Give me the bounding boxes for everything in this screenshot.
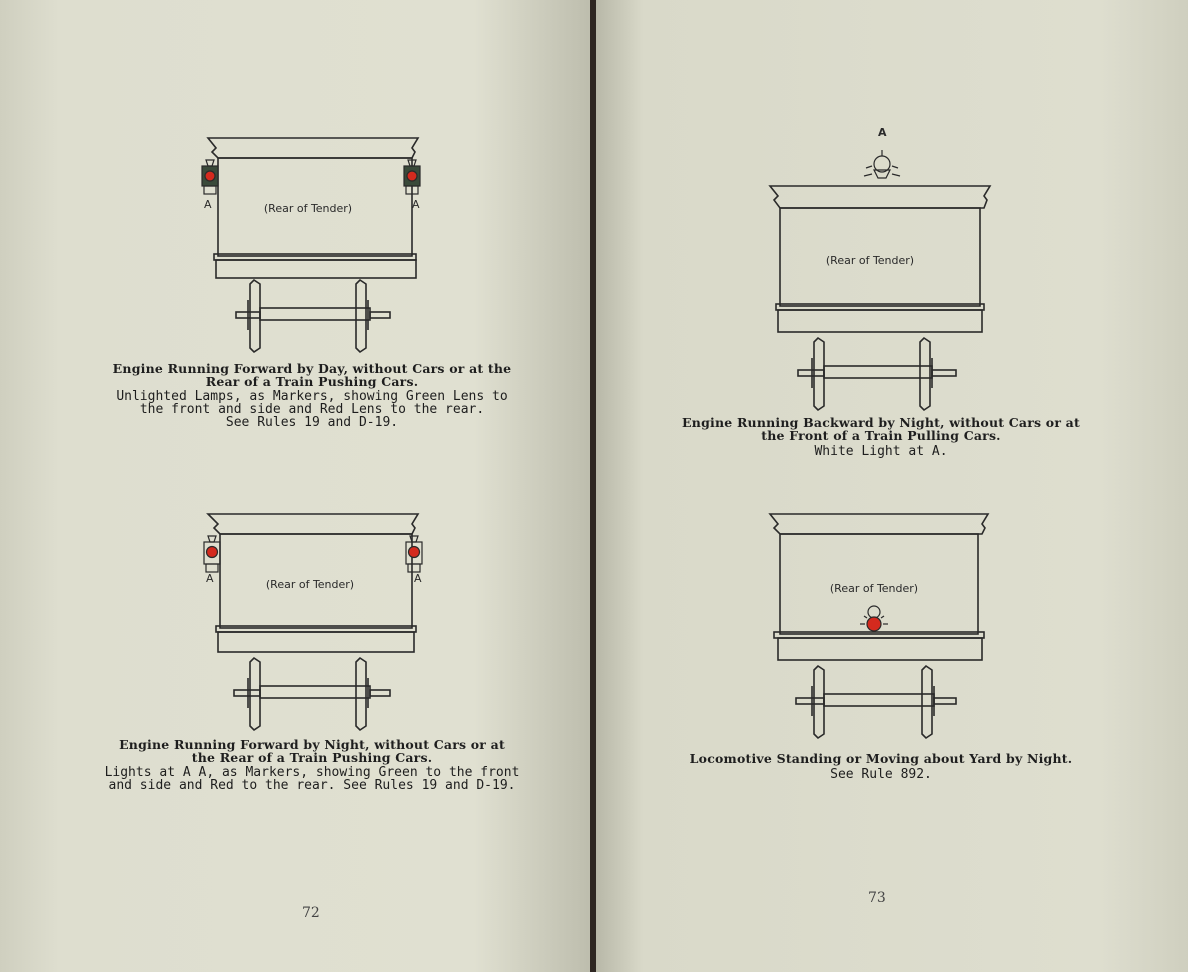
tender-label: (Rear of Tender) xyxy=(829,582,919,595)
tender-label: (Rear of Tender) xyxy=(265,578,355,591)
caption-title-line2: the Rear of a Train Pushing Cars. xyxy=(191,750,433,765)
caption-title-line1: Engine Running Backward by Night, without Cars or at xyxy=(682,415,1080,430)
tender-label: (Rear of Tender) xyxy=(825,254,915,267)
marker-a-right: A xyxy=(414,572,422,585)
figure-caption-backward xyxy=(646,416,1116,458)
right-marker-light xyxy=(406,536,422,572)
page-number: 73 xyxy=(868,890,886,906)
caption-body-line2: and side and Red to the rear. See Rules 19 and D-19. xyxy=(108,778,516,793)
figure-caption-yard xyxy=(646,752,1116,781)
page-number: 72 xyxy=(302,905,320,921)
caption-body-line1: See Rule 892. xyxy=(830,767,932,782)
marker-a-left: A xyxy=(206,572,214,585)
caption-body-line1: White Light at A. xyxy=(814,444,948,459)
tender-diagram-night xyxy=(190,508,440,738)
caption-title-line2: the Front of a Train Pulling Cars. xyxy=(761,428,1001,443)
tender-diagram-backward xyxy=(762,120,1012,420)
caption-body-line2: the front and side and Red Lens to the rear. xyxy=(139,402,485,417)
red-yard-light xyxy=(860,606,888,631)
caption-body-line3: See Rules 19 and D-19. xyxy=(225,415,399,430)
marker-a-left: A xyxy=(204,198,212,211)
headlight-a xyxy=(864,150,900,178)
left-marker-light xyxy=(204,536,220,572)
caption-body-line1: Unlighted Lamps, as Markers, showing Green Lens to xyxy=(116,389,508,404)
left-page xyxy=(0,0,592,972)
caption-title-line1: Locomotive Standing or Moving about Yard by Night. xyxy=(689,751,1073,766)
tender-label: (Rear of Tender) xyxy=(263,202,353,215)
caption-title-line2: Rear of a Train Pushing Cars. xyxy=(205,374,419,389)
figure-caption-night xyxy=(70,738,554,792)
figure-caption-day xyxy=(70,362,554,429)
marker-a-top: A xyxy=(878,126,887,139)
caption-title-line1: Engine Running Forward by Day, without Cars or at the xyxy=(112,361,512,376)
tender-diagram-day xyxy=(190,130,440,360)
left-marker-lamp xyxy=(202,160,218,194)
marker-a-right: A xyxy=(412,198,420,211)
tender-diagram-yard xyxy=(762,508,1012,744)
caption-title-line1: Engine Running Forward by Night, without Cars or at xyxy=(119,737,505,752)
right-page xyxy=(596,0,1188,972)
caption-body-line1: Lights at A A, as Markers, showing Green to the front xyxy=(104,765,520,780)
